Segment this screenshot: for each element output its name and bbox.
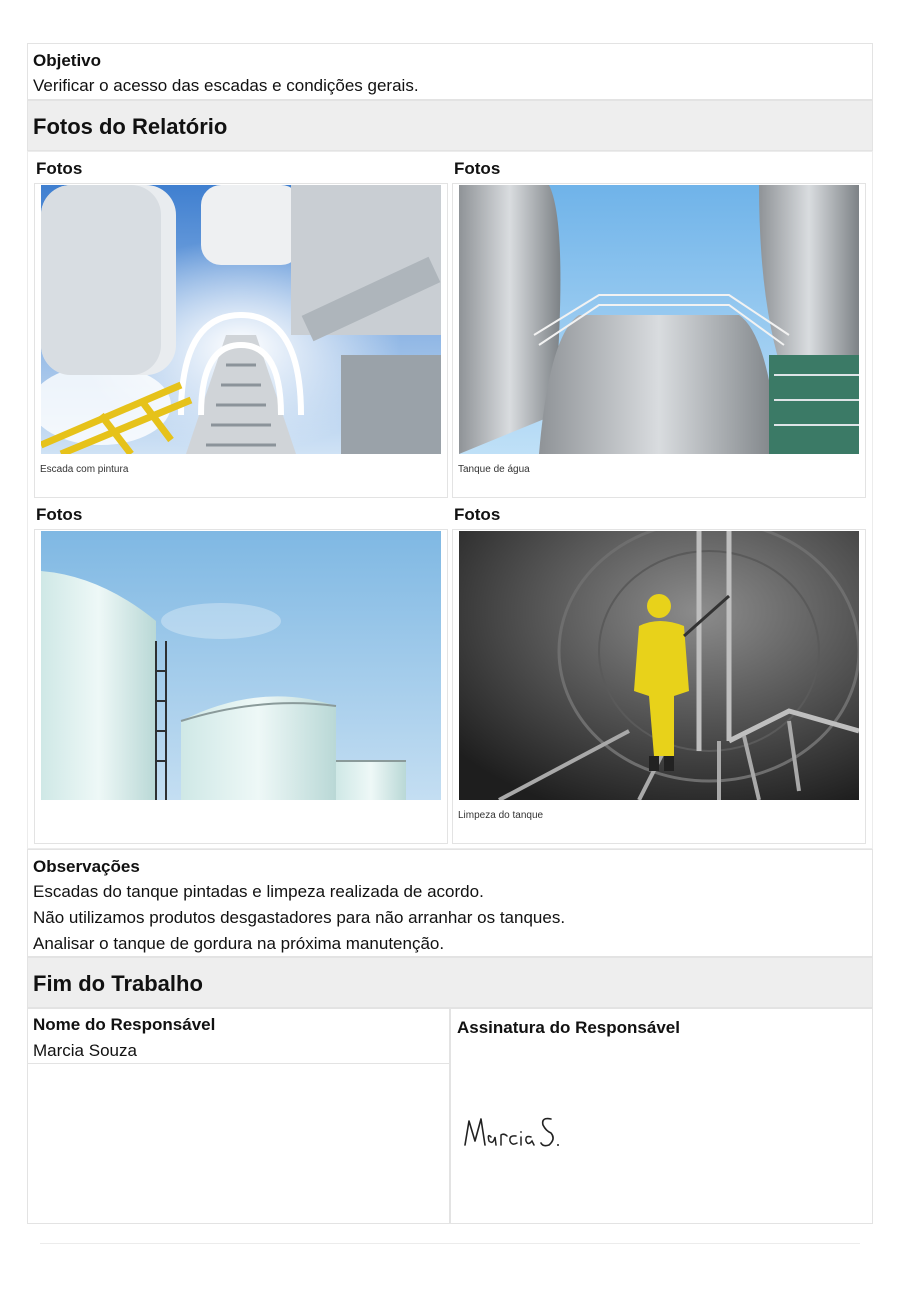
observations-line: Escadas do tanque pintadas e limpeza realizada de acordo. bbox=[33, 882, 484, 901]
photo-title: Fotos bbox=[454, 159, 501, 178]
photos-grid bbox=[27, 151, 873, 849]
photo-cell-1 bbox=[34, 152, 448, 498]
signature-block bbox=[450, 1008, 873, 1224]
photo-title: Fotos bbox=[36, 159, 83, 178]
photo-title: Fotos bbox=[36, 505, 83, 524]
photo-water-tank-image bbox=[459, 185, 859, 454]
photo-caption: Escada com pintura bbox=[40, 464, 129, 475]
photo-storage-tanks-image bbox=[41, 531, 441, 800]
objective-label: Objetivo bbox=[33, 51, 102, 70]
observations-line: Analisar o tanque de gordura na próxima manutenção. bbox=[33, 934, 445, 953]
photo-frame bbox=[34, 529, 448, 844]
photo-caption: Limpeza do tanque bbox=[458, 810, 544, 821]
photo-cell-3 bbox=[34, 498, 448, 844]
footer-divider bbox=[40, 1243, 860, 1244]
photo-ladder-image bbox=[41, 185, 441, 454]
objective-block bbox=[27, 43, 873, 100]
observations-label: Observações bbox=[33, 857, 140, 876]
end-section-header bbox=[27, 957, 873, 1008]
photo-cell-2 bbox=[452, 152, 866, 498]
photo-title: Fotos bbox=[454, 505, 501, 524]
photos-section-title: Fotos do Relatório bbox=[33, 114, 228, 139]
handwritten-signature bbox=[461, 1107, 571, 1157]
observations-line: Não utilizamos produtos desgastadores para não arranhar os tanques. bbox=[33, 908, 566, 927]
photo-frame bbox=[34, 183, 448, 498]
responsible-name-value: Marcia Souza bbox=[33, 1041, 137, 1060]
photo-cell-4 bbox=[452, 498, 866, 844]
photo-tank-cleaning-image bbox=[459, 531, 859, 800]
responsible-name-block bbox=[27, 1008, 450, 1064]
photo-frame bbox=[452, 183, 866, 498]
objective-text: Verificar o acesso das escadas e condições gerais. bbox=[33, 76, 419, 95]
responsible-name-label: Nome do Responsável bbox=[33, 1015, 216, 1034]
signature-label: Assinatura do Responsável bbox=[457, 1018, 680, 1037]
photo-frame bbox=[452, 529, 866, 844]
photo-caption: Tanque de água bbox=[458, 464, 530, 475]
photos-section-header bbox=[27, 100, 873, 151]
observations-block bbox=[27, 849, 873, 957]
responsible-empty-area bbox=[27, 1064, 450, 1224]
end-section-title: Fim do Trabalho bbox=[33, 971, 203, 996]
